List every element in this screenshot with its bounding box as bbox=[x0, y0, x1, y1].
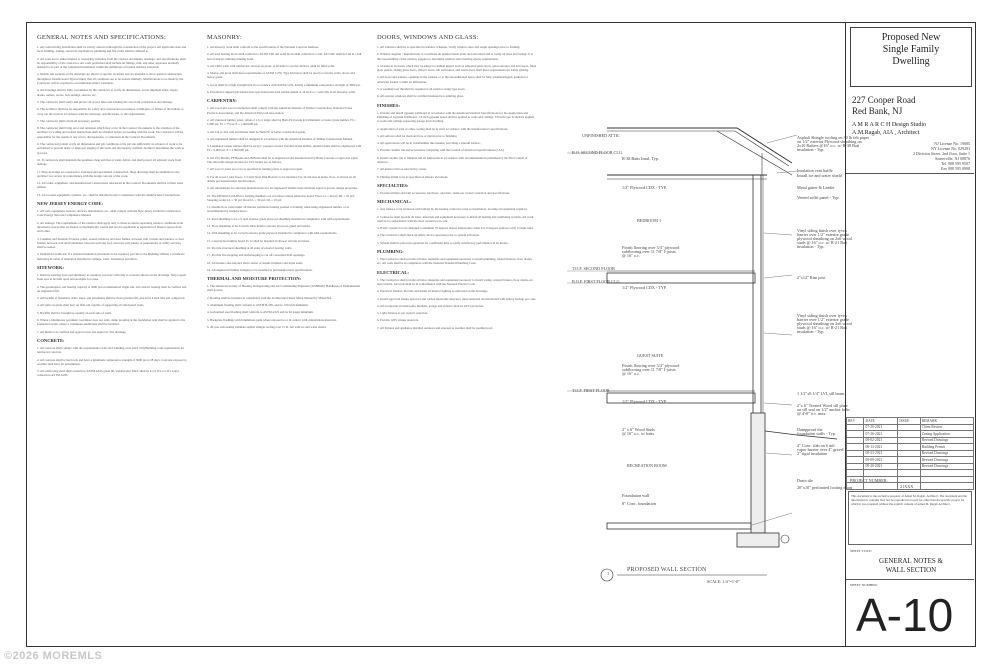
note-paragraph: 1. Remove existing trees and shrubbery as required, excavate vertically to contours shown on the drawings. Strip topsoil from area to be built upon and stockpile for reuse. bbox=[37, 272, 186, 282]
sheet-number-label: SHEET NUMBER: bbox=[850, 583, 878, 587]
note-paragraph: 4. The Contractor shall check all utility device operation prior to system activation. bbox=[377, 233, 480, 238]
notes-subheading: CARPENTRY: bbox=[207, 98, 237, 104]
right-annotation: 20"x10" perforated footing drain bbox=[797, 485, 852, 490]
revision-cell: 07-26-2021 bbox=[864, 431, 898, 438]
notes-subheading: ELECTRICAL: bbox=[377, 269, 409, 275]
project-title bbox=[850, 27, 972, 87]
right-annotation: Install ice and water shield bbox=[797, 173, 842, 178]
project-number-label: PROJECT NUMBER: bbox=[850, 478, 888, 483]
note-paragraph: 10. The DESIGN LOADS for framing members are as follows unless otherwise noted: Floor LL = 40 psf, DL = 10 psf; Sleeping rooms LL = 30 psf; Roof LL = 30 psf, DL = 10 psf. bbox=[207, 193, 355, 202]
note-paragraph: 13. All wooden equipment, systems, etc., shall be installed in strict compliance with the manufacturer's instructions. bbox=[37, 192, 181, 197]
note-paragraph: 7. All fixtures and appliance installed outdoors and exposed to weather shall be weatherproof. bbox=[377, 325, 494, 330]
note-paragraph: 2. All structural lumber joists, rafters 2 x 6 or larger shall be Hem-Fir (Grade #2) minimum; or better grade lumber. Fb = 1,000 psi, Fv = 75 psi, E = 1,300,000 psi. bbox=[207, 117, 357, 127]
revision-cell: 08-13-2021 bbox=[864, 444, 898, 451]
note-paragraph: 6. Where a bituminous pavement coordinate does not exist, damp proofing at the foundation wall shall be applied to the foundation walls, where a continuous membrane shall be installed. bbox=[37, 318, 186, 327]
right-annotation: 2"x 6" Treated Wood sill plate bbox=[797, 403, 848, 408]
address-line: 227 Cooper Road bbox=[852, 95, 916, 105]
revision-cell: Zoning Application bbox=[920, 431, 973, 438]
note-paragraph: 5. The contractor shall verify and protect all access lines and existing site area from construction and damage. bbox=[37, 99, 173, 104]
right-annotation: @ 4'-0" o.c. max. bbox=[797, 411, 827, 416]
left-annotation: @ 16" o.c. w/ batts bbox=[622, 431, 655, 436]
revision-cell: 08-23-2021 bbox=[864, 450, 898, 457]
sheet-number: A-10 bbox=[856, 589, 954, 641]
note-paragraph: 15. Construction lumber board 2x 12 shall be installed in shower and tub locations. bbox=[207, 238, 310, 243]
notes-subheading: SPECIALTIES: bbox=[377, 182, 409, 188]
firm-line: A.M.Ragab, AIA , Architect bbox=[852, 130, 920, 136]
note-paragraph: 3. All surfaces shall be clean and free of debris prior to finishing. bbox=[377, 133, 458, 138]
watermark: ©2026 MOREMLS bbox=[4, 650, 103, 662]
right-annotation: Drain tile bbox=[797, 478, 813, 483]
note-paragraph: 1. The American Society of Heating, Refrigerating and Air Conditioning Engineers (ASHRAE) Handbook of Fundamentals shall govern. bbox=[207, 284, 361, 293]
note-paragraph: 8. For all wood 2 joist floors, 1/2 inch Strap Rim Board is to be installed. For all rim size in home, floor, as shown on all details per manufacturer specifications. bbox=[207, 174, 356, 183]
left-annotation: 8" Conc. foundation bbox=[622, 501, 656, 506]
revision-header: ISSUE bbox=[898, 418, 920, 425]
notes-column-2 bbox=[207, 31, 362, 641]
left-annotation: R-38 Batts Insul. Typ. bbox=[622, 156, 659, 161]
firm-line: A M R A R C H Design Studio bbox=[852, 122, 927, 128]
right-annotation: 2x10 Rafters @16" o.c. w/ R-38 Batt bbox=[797, 143, 860, 148]
note-paragraph: 6. 40 year self-sealing laminate asphalt shingle roofing over 15 lb. felt with ice and water shield. bbox=[207, 324, 327, 329]
notes-column-1 bbox=[37, 31, 187, 641]
note-paragraph: 5. Grout shall be a high strength mix in accordance with ASTM C476, having a minimum compressive strength of 3000 psi. bbox=[207, 82, 361, 87]
note-paragraph: 4. Galvanized steel flashing shall conform to ASTM A525 and be 26 gauge minimum. bbox=[207, 310, 314, 315]
note-paragraph: 2. All load bearing block shall conform to ASTM C90. All solid block shall conform to C145. All CMU shall be laid in a full bed of mortar, utilizing running bond. bbox=[207, 52, 362, 61]
note-paragraph: 1. All wall, equipment, fixtures, devices, installations, etc., shall comply with the New Jersey Uniform Construction Code Energy Subcode Compliance Manual. bbox=[37, 209, 181, 218]
note-paragraph: 2. All work not to either implied or reasonably inferable from the contract documents, drainage, and specifications, shall be responsibility of the contractor. All work performed shall include all fittings, trim, and other apparatus normally deemed to be part of the completed installation within the definitions of normal industry standards. bbox=[37, 56, 186, 70]
right-annotation: Vented soffit panel - Typ. bbox=[797, 195, 840, 200]
title-block bbox=[845, 23, 975, 646]
left-annotation: subflooring over 11 7/8" I-joists bbox=[622, 249, 676, 254]
note-paragraph: 3. Glazing in locations which may be subject to human impact such as tempered glass doors, glass entrance and exit doors, fixed glass panels, sliding glass doors, shower doors, tub enclosures, and storm doors shall meet requirements for safety glazing. bbox=[377, 63, 537, 73]
note-paragraph: 6. Provide 120V smoke detectors. bbox=[377, 318, 419, 323]
section-caption: PROPOSED WALL SECTION bbox=[627, 567, 707, 573]
revision-cell: 09-09-2021 bbox=[864, 457, 898, 464]
note-paragraph: 2. Contractor shall provide all labor, materials and equipment necessary to install all heating and ventilating systems. All work shall be in conformance with the most current local code. bbox=[377, 214, 534, 223]
note-paragraph: 7. All wood 2 joists are to be as specified in framing plans or approved equal. bbox=[207, 167, 303, 172]
right-annotation: studs @ 16" o.c. w/ R-21 Batt bbox=[797, 240, 848, 245]
note-paragraph: 7. All finish to be verified and approved per site approval. Site drainage. bbox=[37, 329, 127, 334]
revision-cell bbox=[864, 483, 898, 490]
note-paragraph: 2. Application of joint or other coating shall be in strict accordance with the manufacturer's specifications. bbox=[377, 126, 509, 131]
note-paragraph: 1. All windows shall be as specified in window schedule. Verify window sizes and rough openings prior to framing. bbox=[377, 45, 521, 49]
note-paragraph: 1. All wood and wood construction shall comply with the American Institute of Timber Construction, National Forest Products Association, and the American Plywood Association. bbox=[207, 106, 353, 115]
notes-subheading: NEW JERSEY ENERGY CODE: bbox=[37, 201, 104, 207]
right-annotation: Vinyl siding finish over tyvek bbox=[797, 313, 847, 318]
revision-cell: Building Permit bbox=[920, 444, 973, 451]
firm-detail-line: NY License No. 029283 bbox=[931, 146, 970, 151]
revision-cell bbox=[847, 483, 864, 490]
note-paragraph: 1. All concrete shall comply with the requirements of the ACI building code (ACI 318) Building code requirements for reinforced concrete. bbox=[37, 345, 185, 355]
sheet-title-line: WALL SECTION bbox=[885, 566, 937, 574]
revision-header: DATE bbox=[864, 418, 898, 425]
note-paragraph: 5. Provide ceramic tile and accessories complying with the Council of American Specifications (CAS). bbox=[377, 148, 505, 153]
right-annotation: plywood sheathing on 2x6 wood bbox=[797, 321, 852, 326]
revision-header: REMARK bbox=[920, 418, 973, 425]
project-title-line: Proposed New bbox=[881, 32, 941, 43]
note-paragraph: 6. Install ceramic tile at finished and all bathrooms in accordance with recommendations published by the Tile Council of America. bbox=[377, 155, 528, 165]
sheet-title-label: SHEET TITLE: bbox=[850, 549, 873, 553]
right-annotation: 2"x12" Rim joist bbox=[797, 275, 826, 280]
label-guest-suite: GUEST SUITE bbox=[637, 353, 664, 358]
right-annotation: barrier over 1/2" exterior grade bbox=[797, 317, 850, 322]
notes-subheading: MECHANICAL: bbox=[377, 199, 411, 205]
firm-detail-line: NJ License No. 19685 bbox=[934, 141, 970, 146]
note-paragraph: 11. Shop drawings are required for structural and specialized construction. Shop drawings shall be submitted to the Architect for review in conformance with the design concept of the work. bbox=[37, 169, 180, 178]
note-paragraph: 6. The Architect shall not be responsible for safety and construction procedures, techniques, or failure of the builder to carry out the work in accordance with the drawings, specifications, or the requirements. bbox=[37, 107, 184, 116]
right-annotation: 4" Conc. slab on 6 mil bbox=[797, 443, 835, 448]
notes-subheading: THERMAL AND MOISTURE PROTECTION: bbox=[207, 276, 302, 282]
note-paragraph: 9. All substitutions for alternate manufacturers for all engineered lumber must maintain equal or greater design properties. bbox=[207, 186, 359, 191]
sheet-title bbox=[852, 557, 970, 575]
note-paragraph: 4. All receptacles in bathrooms, kitchens, garage and exterior shall be GFCI protected. bbox=[377, 303, 484, 308]
firm-name bbox=[852, 121, 926, 137]
note-paragraph: 3. Details and sections on the drawings are shown at specific locations and are intended to show general construction throughout. Details noted Typical imply that all conditions are to be treated similarly. Modifications to be made by the Contractor will be required to accommodate minor variations. bbox=[37, 72, 184, 86]
revision-cell: 07-20-2021 bbox=[864, 424, 898, 431]
notes-subheading: FINISHES: bbox=[377, 102, 400, 108]
note-paragraph: 13. Floor sheathing to be 3/4 inch T&G interior exterior plywood, glued and nailed. bbox=[207, 224, 311, 229]
right-annotation: on sill seal on 1/2" anchor bolts bbox=[797, 407, 850, 412]
note-paragraph: 7. All interior trim as selected by owner. bbox=[377, 167, 427, 172]
note-paragraph: 2. Air leakage: The requirements of the exterior shall apply only to those locations separating outdoor conditions from the interior spaces that are heated or mechanically cooled and are not applicable to separation of interior spaces from each other. bbox=[37, 220, 184, 234]
note-paragraph: 5. Backplate flashings with bituminous paint where exposed to or in contact with cementitious materials. bbox=[207, 317, 337, 322]
label-bedroom: BEDROOM 1 bbox=[637, 218, 662, 223]
note-paragraph: 8. Finishes finish to be as specified on interior elevations. bbox=[377, 174, 449, 179]
note-paragraph: 4. Mortar and grout shall meet requirements of ASTM C270, Type M mortar shall be used for exterior walls, above and below grade. bbox=[207, 71, 355, 80]
note-paragraph: 3. All reinforcing steel shall conform to ASTM A615 grade 60, welded wire fabric shall be 6 x 6 W1.4 x W1.4 and conform to ASTM A185. bbox=[37, 369, 179, 378]
firm-detail-line: Fax 908 595 0908 bbox=[941, 166, 970, 171]
right-annotation: foundation walls - Typ. bbox=[797, 431, 836, 436]
revision-cell: Revised Drawings bbox=[920, 463, 973, 470]
right-annotation: barrier over 1/2" exterior grade bbox=[797, 232, 850, 237]
note-paragraph: 3. Caulking and Sealants: Exterior joints, around windows and door frames, between wall cavities and window or door frames, between wall and foundation, between wall and roof, between wall panels, at penetrations or utility services, shall be sealed. bbox=[37, 236, 185, 250]
left-annotation: 1/2" Plywood CDX - TYP. bbox=[622, 185, 667, 190]
notes-subheading: PLUMBING: bbox=[377, 249, 404, 255]
left-annotation: @ 16" o.c. bbox=[622, 371, 640, 376]
label-level-2: T.O.F. SECOND FLOOR bbox=[572, 266, 615, 271]
notes-heading: DOORS, WINDOWS AND GLASS: bbox=[377, 34, 479, 41]
right-annotation: 1 1/2"x9 1/4" LVL sill beam bbox=[797, 391, 845, 396]
note-paragraph: 1. The Contractor shall provide all labor, materials and equipment necessary to install wiring, related fixtures, floor drains, etc. and controls. All work shall be in conformance with the National Electric Code. bbox=[377, 277, 534, 286]
note-paragraph: 1. All codes having jurisdiction shall be strictly observed through the construction of the project. All applicable state and local building, zoning, electrical, mechanical, plumbing and fire codes shall be adhered to. bbox=[37, 45, 187, 54]
note-paragraph: 2. The presumptive soil bearing capacity is 3000 psf on undisturbed virgin soil. All contract bearing shall be verified and on engineered fill. bbox=[37, 284, 187, 293]
revision-cell: 09-20-2021 bbox=[864, 463, 898, 470]
notes-column-3 bbox=[377, 31, 537, 641]
note-paragraph: 4. All engineered lumber shall be designed in accordance with the American Institute of Timber Construction Manual. bbox=[207, 136, 354, 141]
address-line: Red Bank, NJ bbox=[852, 106, 903, 116]
label-level-3: B.O.F. FIRST FLOOR CLG. bbox=[572, 279, 621, 284]
revision-cell: Revised Drawings bbox=[920, 450, 973, 457]
firm-details bbox=[906, 141, 970, 171]
right-annotation: Insulation vent baffle bbox=[797, 168, 833, 173]
note-paragraph: 3. HVAC system is to be designed to maintain 70 degrees indoor temperature when it is 0 degrees outdoors with 15 mph wind. bbox=[377, 226, 534, 231]
wall-section-drawing bbox=[567, 113, 852, 583]
note-paragraph: 2. Window supplier / manufacturer to coordinate all unidirectional plans and elevations and to verify all sizes and swings. It is the responsibility of the window supplier to determine window sizes meeting egress requirements. bbox=[377, 52, 534, 61]
divider bbox=[846, 579, 974, 580]
revision-header: REV bbox=[847, 418, 864, 425]
project-address bbox=[852, 95, 916, 117]
note-paragraph: 4. All applications will be in workmanlike like manner, providing a smooth surface. bbox=[377, 141, 481, 146]
right-annotation: Vinyl siding finish over tyvek bbox=[797, 228, 847, 233]
revision-cell: Client Review bbox=[920, 424, 973, 431]
note-paragraph: 16. Provide structural sheathing at all sides of exterior bearing walls. bbox=[207, 245, 293, 250]
divider bbox=[846, 173, 974, 174]
left-annotation: @ 16" o.c. bbox=[622, 253, 640, 258]
note-paragraph: 12. Roof sheathing to be 1/2 inch exterior grade plywood sheathing installed in compliance with APA requirements. bbox=[207, 216, 351, 221]
note-paragraph: 1. Provide kitchen and bath accessories, hardware, and misc. items per owner's selection and specifications. bbox=[377, 190, 511, 195]
firm-detail-line: Tel. 908 595 9507 bbox=[940, 161, 970, 166]
right-annotation: Asphalt Shingle roofing on 30 lb felt paper bbox=[797, 135, 869, 140]
sheet-title-line: GENERAL NOTES & bbox=[879, 557, 943, 565]
notes-subheading: CONCRETE: bbox=[37, 337, 65, 343]
note-paragraph: 18. All headers and entrance shall consist of double trimmers and triple studs. bbox=[207, 260, 304, 265]
project-number: 21XXX bbox=[900, 484, 914, 489]
note-paragraph: 3. All CMU walls with reinforced concrete on grout, at all units to receive anchors, shall be filled solid. bbox=[207, 63, 335, 68]
note-paragraph: 2. Roofing shall be installed in compliance with the Architectural Sheet Metal Manual by SMACNA. bbox=[207, 295, 333, 300]
note-paragraph: 3. All 2x4 or 3x4 wall and header shall be Hem-Fir or better construction grade. bbox=[207, 129, 306, 134]
note-paragraph: 6. All exterior windows shall be certified insulated low emitting glass. bbox=[377, 94, 464, 99]
label-recreation-room: RECREATION ROOM bbox=[627, 463, 667, 468]
left-annotation: Finish flooring over 3/4" plywood bbox=[622, 363, 680, 368]
note-paragraph: 2. All concrete shall be hard rock and have a minimum compressive strength of 3000 psi at 28 days. Concrete exposed to weather shall have air entrainment. bbox=[37, 357, 187, 366]
label-level-1: B.O. SECOND FLOOR CLG. bbox=[572, 150, 623, 155]
note-paragraph: 3. Install approved smoke detectors and carbon monoxide detectors, interconnected and hardwired with battery backup per code. bbox=[377, 296, 537, 301]
note-paragraph: 5. A weatherproof threshold is required at all exterior swing type doors. bbox=[377, 87, 466, 92]
notes-heading: GENERAL NOTES AND SPECIFICATIONS: bbox=[37, 34, 166, 41]
right-annotation: Metal gutter & Leader bbox=[797, 185, 835, 190]
left-annotation: Foundation wall bbox=[622, 493, 650, 498]
note-paragraph: 17. Provide fire-stopping and draftstopping to cut off concealed draft openings. bbox=[207, 253, 306, 258]
left-annotation: 1/2" Plywood CDX - TYP. bbox=[622, 285, 667, 290]
project-title-line: Dwelling bbox=[892, 56, 930, 67]
label-level-4: T.O.F. FIRST FLOOR bbox=[572, 388, 610, 393]
note-paragraph: 6. Provide hot dipped galvanized truss type horizontal joint reinforcement at 16 inch o.c. vertically in all masonry walls. bbox=[207, 90, 356, 95]
note-paragraph: 10. If contractors shall maintain the premises clean and free of trash, debris, and shall protect all adjacent work from damage. bbox=[37, 157, 181, 167]
note-paragraph: 5. Laminated veneer lumber shall be ACQ-C pressure treated. Parallel strand lumber, glulam beams shall be engineered with Fb = 2,900 psi, E = 2,000,000 psi. bbox=[207, 144, 362, 153]
note-paragraph: 4. All slabs on grade shall bear on firm soil capable of supporting all anticipated loads. bbox=[37, 303, 145, 308]
right-annotation: insulation - Typ. bbox=[797, 329, 825, 334]
note-paragraph: 1. The Contractor shall provide all labor, materials and equipment necessary to install plumbing, related fixtures, floor drains, etc. All work shall be in compliance with the National Standard Plumbing Code. bbox=[377, 257, 533, 266]
right-annotation: Dampproof the bbox=[797, 427, 823, 432]
note-paragraph: 1. All masonry work shall conform to the specifications of the National Concrete Institute. bbox=[207, 45, 319, 49]
note-paragraph: 4. All doors and window openings in the exterior or to the unconditioned space shall be fully weatherstripped, gasketed or otherwise treated to limit air infiltration. bbox=[377, 75, 528, 84]
copyright-note: This document is the exclusive property of Adnel M. Ragab, Architect. The document and the information it contains may not be reproduced or used for other than the specific project for which it was prepared without the explicit consent of Adnel M. Ragab Architect. bbox=[848, 491, 972, 545]
note-paragraph: 4. All drawings shall be fully coordinated by the contractor to verify all dimensions, locate shipment slabs, slopes, drains, outlets, recess, bolt settings, sleeves, etc. bbox=[37, 88, 179, 97]
note-paragraph: 14. Wall sheathing to be 1/2 inch exterior grade plywood installed in compliance with APA requirements. bbox=[207, 231, 338, 236]
note-paragraph: 5. Light fixtures as per owner's selection. bbox=[377, 311, 428, 316]
note-paragraph: 9. The contractor(s) shall verify all dimensions and job conditions at the job site sufficiently in advance of work to be performed to prevent delay or improper staging of the work. All discrepancy notified, Architect determines the work to proceed. bbox=[37, 142, 185, 155]
revision-cell: Revised Drawings bbox=[920, 437, 973, 444]
label-unfinished-attic: UNFINISHED ATTIC bbox=[582, 133, 620, 138]
right-annotation: insulation - Typ. bbox=[797, 244, 825, 249]
left-annotation: subflooring over 11 7/8" I-joists bbox=[622, 367, 676, 372]
right-annotation: 2" rigid insulation bbox=[797, 451, 828, 456]
right-annotation: plywood sheathing on 2x6 wood bbox=[797, 236, 852, 241]
note-paragraph: 7. The contractor shall obtain all necessary permits. bbox=[37, 118, 101, 123]
revision-cell bbox=[920, 483, 973, 490]
right-annotation: vapor barrier over 4" gravel bbox=[797, 447, 844, 452]
notes-subheading: SITEWORK: bbox=[37, 264, 65, 270]
note-paragraph: 12. All codes, equipment, and manufacturer's instructions referenced in the Contract Documents shall be of their latest edition. bbox=[37, 181, 184, 190]
drawing-sheet bbox=[26, 22, 976, 647]
note-paragraph: 1. Any furnace to be reviewed with builder by the heating contractor prior to installation, locating all equipment required. bbox=[377, 207, 528, 212]
note-paragraph: 2. Electrical fixtures: Provide and install all interior lighting as indicated on the drawings. bbox=[377, 289, 488, 294]
left-annotation: 1/2" Plywood CDX - TYP. bbox=[622, 399, 667, 404]
note-paragraph: 4. Insulation Certificate: If a standard insulation placement is not required, provide to the Building Official a certificate indicating R-value of insulation installed in ceilings, walls, foundation and ducts. bbox=[37, 252, 185, 261]
left-annotation: 2" x 6" Wood Studs bbox=[622, 427, 656, 432]
project-title-line: Single Family bbox=[882, 44, 940, 55]
revision-cell: Revised Drawings bbox=[920, 457, 973, 464]
note-paragraph: 3. Aluminum flashing shall conform to ASTM B-209, and be .016 inch minimum. bbox=[207, 302, 309, 307]
notes-heading: MASONRY: bbox=[207, 34, 242, 41]
right-annotation: insulation - Typ. bbox=[797, 147, 825, 152]
note-paragraph: 11. Double floor joists under all interior partitions running parallel to framing when using engineered lumber, or as recommended by manufacturers. bbox=[207, 205, 350, 214]
note-paragraph: 19. All engineered lumber bridging to be installed as per manufacturer specifications. bbox=[207, 267, 313, 272]
note-paragraph: 6. All LVL Beams, PP Beams and IB Beam shall be as engineered and manufactured by Boise Cascade or approved equal. The allowable design stresses for LVL beams are as follows. bbox=[207, 155, 359, 165]
note-paragraph: 3. All backfill at basement, slabs, steps, and pavements shall be clean granular fill, placed in 6 inch lifts and compacted. bbox=[37, 296, 186, 301]
firm-detail-line: Somerville, NJ 08876 bbox=[935, 156, 970, 161]
section-scale: SCALE: 1/4"=1'-0" bbox=[707, 579, 740, 584]
revision-cell: 08-02-2021 bbox=[864, 437, 898, 444]
note-paragraph: 8. The contractor shall bring error and omission which may occur in the Contract Documents to the attention of the Architect in writing and written instructions shall be obtained before proceeding with the work. The contractor will be responsible for the results of any errors, discrepancies, or omissions in the Contract Documents. bbox=[37, 126, 184, 139]
right-annotation: on 1/2" exterior Plywood sheathing on bbox=[797, 139, 862, 144]
note-paragraph: 5. Backfill shall be brought up equally on each side of walls. bbox=[37, 310, 113, 315]
note-paragraph: 5. System shall be placed in operation for a sufficient time to verify satisfactory performance in all modes. bbox=[377, 240, 509, 245]
caption-number: 1 bbox=[607, 571, 610, 576]
firm-detail-line: 2 Division Street, 2nd floor, Suite 1 bbox=[913, 151, 970, 156]
left-annotation: Finish flooring over 3/4" plywood bbox=[622, 245, 680, 250]
right-annotation: studs @ 16" o.c. w/ R-21 Batt bbox=[797, 325, 848, 330]
note-paragraph: 1. Provide and install gypsum wallboard in accordance with the American Standard Specifications for the Application and Finishing of Gypsum Wallboard. 1/2 inch gypsum board shall be applied to walls and ceilings, 5/8 inch type X shall be applied to walls and ceilings separating garage from dwelling. bbox=[377, 110, 535, 124]
